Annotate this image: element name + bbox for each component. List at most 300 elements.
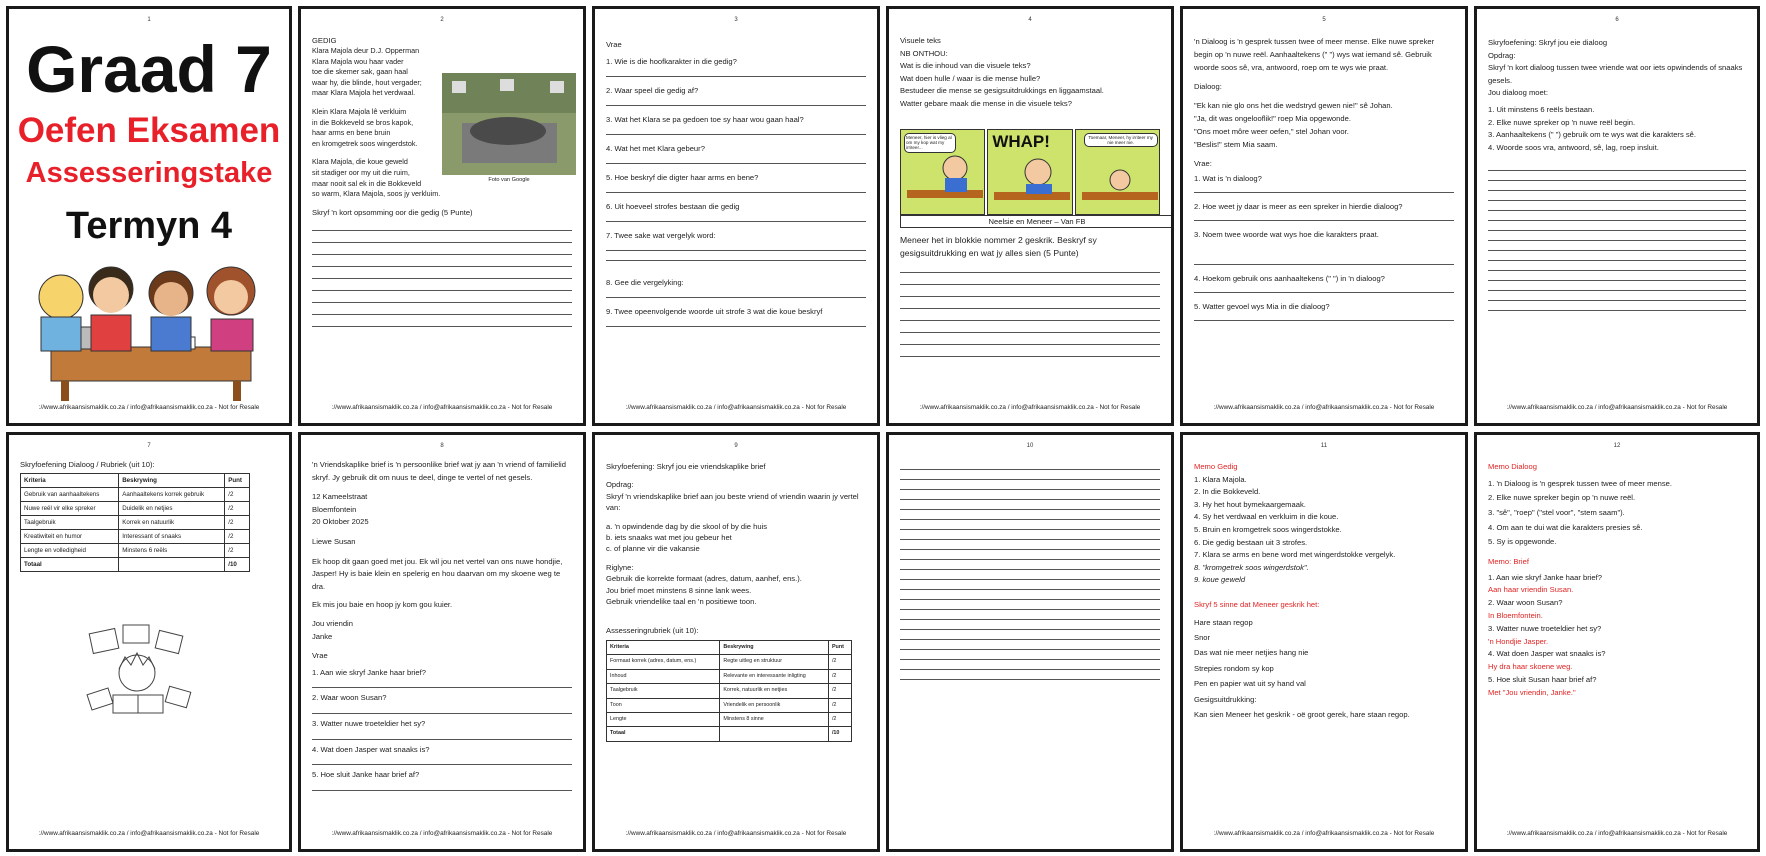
answer-line[interactable] (900, 619, 1160, 620)
table-row (21, 516, 250, 530)
answer-line[interactable] (1488, 230, 1746, 231)
dialogue-line: "Ja, dit was ongelooflik!" roep Mia opgewonde. (1194, 114, 1351, 123)
page-number: 2 (440, 17, 444, 23)
memo-sentence: Kan sien Meneer het geskrik - oë groot gerek, hare staan regop. (1194, 709, 1410, 719)
answer-line[interactable] (1488, 210, 1746, 211)
answer-line[interactable] (1488, 240, 1746, 241)
whap-text: WHAP! (992, 131, 1050, 151)
answer-line[interactable] (900, 669, 1160, 670)
answer-line[interactable] (900, 559, 1160, 560)
table-cell: /2 (225, 516, 250, 530)
comic-panel-3 (1075, 129, 1160, 215)
task-item: b. iets snaaks wat met jou gebeur het (606, 533, 732, 543)
guidelines-label: Riglyne: (606, 562, 634, 572)
page-4 (886, 6, 1174, 426)
table-cell: Totaal (21, 558, 119, 572)
answer-line[interactable] (1488, 300, 1746, 301)
memo-title: Memo Gedig (1194, 462, 1238, 471)
address-line: 20 Oktober 2025 (312, 517, 369, 527)
reading-boy-illustration (85, 621, 195, 725)
guideline-item: Jou brief moet minstens 8 sinne lank wees. (606, 585, 752, 595)
questions-heading: Vrae: (1194, 159, 1212, 168)
table-cell: /2 (225, 502, 250, 516)
answer-line[interactable] (606, 250, 866, 251)
answer-line[interactable] (900, 320, 1160, 321)
answer-line[interactable] (900, 332, 1160, 333)
address-line: 12 Kameelstraat (312, 492, 368, 502)
answer-line[interactable] (1488, 250, 1746, 251)
table-row (607, 684, 852, 698)
summary-task: Skryf 'n kort opsomming oor die gedig (5 Punte) (312, 207, 473, 217)
question: 1. Wie is die hoofkarakter in die gedig? (606, 57, 737, 66)
question: 8. Gee die vergelyking: (606, 278, 684, 287)
comic-panel-1 (900, 129, 985, 215)
page-number: 9 (734, 443, 738, 449)
dialogue-intro: 'n Dialoog is 'n gesprek tussen twee of meer mense. Elke nuwe spreker begin op 'n nuwe reël. Aanhaaltekens (" ") wys wat iemand sê. Gebruik woorde soos sê, vra, antwoord, roep om te wys wie praat. (1194, 37, 1435, 72)
answer-line[interactable] (900, 509, 1160, 510)
answer-line[interactable] (900, 569, 1160, 570)
answer-line[interactable] (606, 76, 866, 77)
answer-line[interactable] (312, 278, 572, 279)
question: 2. Hoe weet jy daar is meer as een spreker in hierdie dialoog? (1194, 202, 1403, 211)
answer-line[interactable] (606, 192, 866, 193)
table-row (21, 488, 250, 502)
page-7 (6, 432, 292, 852)
answer-line[interactable] (900, 499, 1160, 500)
cover-title: Graad 7 (26, 32, 272, 106)
poem-line: Klein Klara Majola lê verkluim (312, 106, 407, 116)
memo-answer: 6. Die gedig bestaan uit 3 strofes. (1194, 537, 1308, 547)
page-6 (1474, 6, 1760, 426)
table-row (607, 669, 852, 683)
requirement-item: 1. Uit minstens 6 reëls bestaan. (1488, 104, 1595, 114)
task-label: Opdrag: (606, 480, 634, 490)
cover-subtitle: Oefen Eksamen (17, 111, 281, 150)
answer-line[interactable] (900, 308, 1160, 309)
page-number: 11 (1320, 443, 1328, 449)
requirement-item: 4. Woorde soos vra, antwoord, sê, lag, roep insluit. (1488, 142, 1659, 152)
rubric-title: Skryfoefening Dialoog / Rubriek (uit 10): (20, 460, 155, 469)
answer-line[interactable] (900, 679, 1160, 680)
table-cell: Minstens 6 reëls (119, 544, 225, 558)
table-cell: /2 (828, 655, 851, 669)
table-cell: Nuwe reël vir elke spreker (21, 502, 119, 516)
answer-line[interactable] (312, 687, 572, 688)
table-row (21, 530, 250, 544)
question: 3. Watter nuwe troeteldier het sy? (312, 718, 426, 728)
table-row (21, 502, 250, 516)
poem-line: maar Klara Majola het verdwaal. (312, 88, 416, 98)
memo-answer: 5. Sy is opgewonde. (1488, 537, 1557, 547)
answer-line[interactable] (606, 326, 866, 327)
address-line: Bloemfontein (312, 504, 357, 514)
answer-line[interactable] (312, 290, 572, 291)
closing-line: Janke (312, 631, 333, 641)
memo-sentence: Gesigsuitdrukking: (1194, 694, 1257, 704)
table-row (607, 727, 852, 741)
memo-answer: 2. In die Bokkeveld. (1194, 487, 1261, 497)
poem-line: en kromgetrek soos wingerdstok. (312, 138, 418, 148)
answer-line[interactable] (900, 639, 1160, 640)
guideline-item: Gebruik vriendelike taal en 'n positiewe toon. (606, 597, 757, 607)
letter-body (312, 556, 572, 612)
answer-line[interactable] (900, 599, 1160, 600)
page-12 (1474, 432, 1760, 852)
table-row (607, 712, 852, 726)
table-cell: Taalgebruik (21, 516, 119, 530)
body-paragraph: Ek mis jou baie en hoop jy kom gou kuier. (312, 600, 453, 610)
memo-answer: 1. Klara Majola. (1194, 474, 1247, 484)
table-row (21, 558, 250, 572)
question: 4. Wat het met Klara gebeur? (606, 144, 705, 153)
answer-line[interactable] (900, 529, 1160, 530)
memo-answer: 3. "sê", "roep" ("stel voor", "stem saam"). (1488, 507, 1625, 517)
page-footer: ://www.afrikaansismaklik.co.za / info@afrikaansismaklik.co.za - Not for Resale (1506, 830, 1728, 837)
poem-line: sit stadiger oor my uit die ruim, (312, 167, 410, 177)
table-header: Beskrywing (720, 640, 829, 654)
table-cell: Interessant of snaaks (119, 530, 225, 544)
task-item: c. of planne vir die vakansie (606, 544, 700, 554)
table-cell: /2 (828, 712, 851, 726)
page-footer: ://www.afrikaansismaklik.co.za / info@afrikaansismaklik.co.za - Not for Resale (1213, 830, 1435, 837)
dialogue-line: "Ons moet môre weer oefen," stel Johan voor. (1194, 127, 1349, 136)
answer-line[interactable] (900, 649, 1160, 650)
intro-line: Watter gebare maak die mense in die visuele teks? (900, 98, 1072, 108)
answer-line[interactable] (1194, 292, 1454, 293)
page-footer: ://www.afrikaansismaklik.co.za / info@afrikaansismaklik.co.za - Not for Resale (331, 404, 553, 411)
answer-line[interactable] (312, 713, 572, 714)
memo-answer: 3. Hy het hout bymekaargemaak. (1194, 499, 1306, 509)
table-cell: Toon (607, 698, 720, 712)
page-2 (298, 6, 586, 426)
answer-line[interactable] (312, 230, 572, 231)
answer-line[interactable] (900, 356, 1160, 357)
requirement-item: 3. Aanhaaltekens (" ") gebruik om te wys wat die karakters sê. (1488, 130, 1696, 140)
photo-caption: Foto van Google (488, 177, 530, 183)
task-text: Skryf 'n kort dialoog tussen twee vriende wat oor iets opwindends of snaaks gesels. (1488, 63, 1743, 85)
page-10 (886, 432, 1174, 852)
answer-line[interactable] (312, 739, 572, 740)
table-row (607, 655, 852, 669)
poem-line: waar hy, die blinde, hout vergader; (312, 77, 422, 87)
table-cell: Duidelik en netjies (119, 502, 225, 516)
answer-line[interactable] (1488, 220, 1746, 221)
page-footer: ://www.afrikaansismaklik.co.za / info@afrikaansismaklik.co.za - Not for Resale (1213, 404, 1435, 411)
letter-greeting: Liewe Susan (312, 536, 356, 546)
answer-line[interactable] (606, 105, 866, 106)
question: 2. Waar speel die gedig af? (606, 86, 699, 95)
answer-line[interactable] (900, 519, 1160, 520)
page-footer: ://www.afrikaansismaklik.co.za / info@afrikaansismaklik.co.za - Not for Resale (38, 404, 260, 411)
memo-sentence: Pen en papier wat uit sy hand val (1194, 679, 1306, 689)
memo-question: 2. Waar woon Susan? (1488, 598, 1563, 608)
answer-line[interactable] (900, 589, 1160, 590)
dialogue-label: Dialoog: (1194, 82, 1222, 91)
answer-line[interactable] (606, 163, 866, 164)
answer-line[interactable] (900, 659, 1160, 660)
dialogue-line: "Beslis!" stem Mia saam. (1194, 140, 1278, 149)
intro-line: NB ONTHOU: (900, 48, 948, 58)
answer-line[interactable] (1488, 180, 1746, 181)
page-footer: ://www.afrikaansismaklik.co.za / info@afrikaansismaklik.co.za - Not for Resale (919, 404, 1141, 411)
speech-bubble: Meneer, hier is vlieg al om my kop wat my irriteer... (904, 133, 956, 153)
page-number: 4 (1028, 17, 1032, 23)
table-cell: Totaal (607, 727, 720, 741)
table-cell: Lengte (607, 712, 720, 726)
memo-answer: 'n Hondjie Jasper. (1488, 636, 1549, 646)
poem-line: in die Bokkeveld se bros kapok, (312, 117, 414, 127)
poem-line: Klara Majola, die koue geweld (312, 157, 408, 167)
table-header: Kriteria (21, 474, 119, 488)
page-5 (1180, 6, 1468, 426)
question: 1. Aan wie skryf Janke haar brief? (312, 667, 426, 677)
answer-line[interactable] (312, 254, 572, 255)
answer-line[interactable] (900, 549, 1160, 550)
page-3 (592, 6, 880, 426)
memo-answer: Hy dra haar skoene weg. (1488, 662, 1573, 672)
poem-heading: GEDIG (312, 36, 337, 45)
answer-line[interactable] (900, 344, 1160, 345)
answer-line[interactable] (900, 539, 1160, 540)
answer-line[interactable] (1488, 190, 1746, 191)
answer-line[interactable] (312, 242, 572, 243)
answer-line[interactable] (1488, 270, 1746, 271)
table-cell: /2 (225, 530, 250, 544)
comic-task: Meneer het in blokkie nommer 2 geskrik. Beskryf sy gesigsuitdrukking en wat jy alles sien (5 Punte) (900, 234, 1097, 258)
answer-line[interactable] (1488, 260, 1746, 261)
answer-line[interactable] (606, 134, 866, 135)
answer-line[interactable] (900, 629, 1160, 630)
page-number: 5 (1322, 17, 1326, 23)
memo-sentence: Strepies rondom sy kop (1194, 663, 1274, 673)
table-header: Kriteria (607, 640, 720, 654)
answer-line[interactable] (1194, 220, 1454, 221)
page-footer: ://www.afrikaansismaklik.co.za / info@afrikaansismaklik.co.za - Not for Resale (625, 830, 847, 837)
boy-drawing (1076, 130, 1164, 214)
question: 6. Uit hoeveel strofes bestaan die gedig (606, 202, 740, 211)
poem-text (312, 46, 462, 200)
table-cell: /2 (225, 544, 250, 558)
memo-answer: 9. koue geweld (1194, 575, 1246, 585)
questions-heading: Vrae (606, 40, 622, 49)
question: 2. Waar woon Susan? (312, 693, 387, 703)
memo-answer: 7. Klara se arms en bene word met wingerdstokke vergelyk. (1194, 550, 1396, 560)
poem-line: Klara Majola deur D.J. Opperman (312, 46, 420, 55)
table-cell: Aanhaaltekens korrek gebruik (119, 488, 225, 502)
questions-heading: Vrae (312, 651, 328, 661)
page-footer: ://www.afrikaansismaklik.co.za / info@afrikaansismaklik.co.za - Not for Resale (38, 830, 260, 837)
task-item: a. 'n opwindende dag by die skool of by die huis (606, 521, 768, 531)
page-number: 3 (734, 17, 738, 23)
memo-subtitle: Memo: Brief (1488, 556, 1529, 566)
poem-line: toe die skemer sak, gaan haal (312, 67, 408, 77)
answer-line[interactable] (900, 284, 1160, 285)
requirements-label: Jou dialoog moet: (1488, 88, 1548, 98)
page-9 (592, 432, 880, 852)
answer-line[interactable] (900, 609, 1160, 610)
table-cell (119, 558, 225, 572)
answer-line[interactable] (1194, 192, 1454, 193)
question: 4. Hoekom gebruik ons aanhaaltekens (" ") in 'n dialoog? (1194, 274, 1385, 283)
dialogue-text (1194, 99, 1454, 151)
comic-caption: Neelsie en Meneer – Van FB (900, 215, 1174, 228)
page-1 (6, 6, 292, 426)
exercise-title: Skryfoefening: Skryf jou eie dialoog (1488, 38, 1608, 47)
answer-line[interactable] (900, 272, 1160, 273)
task-text: Skryf 'n vriendskaplike brief aan jou beste vriend of vriendin waarin jy vertel van: (606, 491, 859, 513)
page-11 (1180, 432, 1468, 852)
question: 7. Twee sake wat vergelyk word: (606, 231, 716, 240)
table-cell: /2 (828, 698, 851, 712)
answer-line[interactable] (1194, 264, 1454, 265)
comic-panel-2 (987, 129, 1072, 215)
answer-line[interactable] (606, 260, 866, 261)
memo-answer: 4. Sy het verdwaal en verkluim in die koue. (1194, 512, 1339, 522)
table-cell: /10 (225, 558, 250, 572)
cover-subtitle-2: Assesseringstake (25, 157, 273, 189)
rubric-title: Assesseringrubriek (uit 10): (606, 626, 699, 636)
poem-line: so warm, Klara Majola, soos jy verkluim. (312, 189, 441, 199)
question: 4. Wat doen Jasper wat snaaks is? (312, 744, 430, 754)
table-cell: Lengte en volledigheid (21, 544, 119, 558)
answer-line[interactable] (900, 296, 1160, 297)
memo-sentence: Snor (1194, 632, 1211, 642)
table-cell: Kreatiwiteit en humor (21, 530, 119, 544)
table-cell: Vriendelik en persoonlik (720, 698, 829, 712)
children-illustration (21, 257, 283, 402)
answer-line[interactable] (900, 489, 1160, 490)
answer-line[interactable] (1488, 200, 1746, 201)
question: 3. Noem twee woorde wat wys hoe die karakters praat. (1194, 230, 1379, 239)
memo-answer: 8. "kromgetrek soos wingerdstok". (1194, 562, 1309, 572)
table-cell: Relevante en interessante inligting (720, 669, 829, 683)
guideline-item: Gebruik die korrekte formaat (adres, datum, aanhef, ens.). (606, 574, 802, 584)
answer-line[interactable] (312, 314, 572, 315)
table-row (607, 698, 852, 712)
answer-line[interactable] (900, 479, 1160, 480)
comic-strip (900, 129, 1160, 215)
question: 1. Wat is 'n dialoog? (1194, 174, 1262, 183)
page-number: 8 (440, 443, 444, 449)
requirement-item: 2. Elke nuwe spreker op 'n nuwe reël begin. (1488, 117, 1636, 127)
letter-intro: 'n Vriendskaplike brief is 'n persoonlike brief wat jy aan 'n vriend of familielid skryf. Jy gebruik dit om nuus te deel, dinge te vertel of net gesels. (312, 460, 566, 482)
memo-answer: 1. 'n Dialoog is 'n gesprek tussen twee of meer mense. (1488, 478, 1672, 488)
answer-line[interactable] (606, 221, 866, 222)
table-cell: Formaat korrek (adres, datum, ens.) (607, 655, 720, 669)
page-footer: ://www.afrikaansismaklik.co.za / info@afrikaansismaklik.co.za - Not for Resale (1506, 404, 1728, 411)
answer-line[interactable] (312, 266, 572, 267)
letter-address (312, 491, 572, 529)
answer-line[interactable] (900, 579, 1160, 580)
letter-closing (312, 618, 572, 643)
memo-answer: 2. Elke nuwe spreker begin op 'n nuwe reël. (1488, 493, 1636, 503)
poem-line: haar arms en bene bruin (312, 128, 391, 138)
memo-sentence: Hare staan regop (1194, 617, 1253, 627)
question: 5. Watter gevoel wys Mia in die dialoog? (1194, 302, 1330, 311)
table-cell: /2 (828, 684, 851, 698)
poem-line: Klara Majola wou haar vader (312, 56, 404, 66)
answer-line[interactable] (312, 326, 572, 327)
answer-line[interactable] (1488, 290, 1746, 291)
page-number: 7 (147, 443, 151, 449)
table-header: Beskrywing (119, 474, 225, 488)
answer-line[interactable] (1488, 280, 1746, 281)
question: 5. Hoe beskryf die digter haar arms en bene? (606, 173, 759, 182)
rubric-table (20, 473, 250, 572)
question: 3. Wat het Klara se pa gedoen toe sy haar wou gaan haal? (606, 115, 804, 124)
question: 5. Hoe sluit Janke haar brief af? (312, 770, 420, 780)
page-number: 12 (1613, 443, 1621, 449)
memo-answer: Aan haar vriendin Susan. (1488, 585, 1574, 595)
closing-line: Jou vriendin (312, 618, 353, 628)
answer-line[interactable] (312, 302, 572, 303)
page-footer: ://www.afrikaansismaklik.co.za / info@afrikaansismaklik.co.za - Not for Resale (625, 404, 847, 411)
page-8 (298, 432, 586, 852)
table-cell: Inhoud (607, 669, 720, 683)
table-row (21, 544, 250, 558)
page-number: 1 (147, 17, 151, 23)
poem-line (312, 99, 462, 107)
answer-line[interactable] (312, 790, 572, 791)
statue-photo (442, 73, 576, 175)
dialogue-line: "Ek kan nie glo ons het die wedstryd gewen nie!" sê Johan. (1194, 101, 1393, 110)
table-cell: Korrek en natuurlik (119, 516, 225, 530)
answer-line[interactable] (1488, 170, 1746, 171)
memo-title: Memo Dialoog (1488, 462, 1537, 471)
memo-subtitle: Skryf 5 sinne dat Meneer geskrik het: (1194, 599, 1320, 609)
rubric-table (606, 640, 852, 742)
memo-question: 3. Watter nuwe troeteldier het sy? (1488, 623, 1602, 633)
visual-text-intro (900, 35, 1160, 111)
page-number: 6 (1615, 17, 1619, 23)
page-number: 10 (1026, 443, 1034, 449)
table-cell: Gebruik van aanhaaltekens (21, 488, 119, 502)
intro-line: Wat is die inhoud van die visuele teks? (900, 61, 1031, 71)
memo-answer: 4. Om aan te dui wat die karakters presies sê. (1488, 522, 1643, 532)
answer-line[interactable] (900, 469, 1160, 470)
answer-line[interactable] (606, 297, 866, 298)
table-cell: Regte uitleg en struktuur (720, 655, 829, 669)
spacer (606, 269, 866, 277)
poem-line (312, 149, 462, 157)
table-header: Punt (828, 640, 851, 654)
startled-teacher-drawing (988, 130, 1076, 214)
poem-line: maar nooit sal ek in die Bokkeveld (312, 178, 422, 188)
table-header: Punt (225, 474, 250, 488)
memo-answer: In Bloemfontein. (1488, 610, 1543, 620)
memo-question: 4. Wat doen Jasper wat snaaks is? (1488, 649, 1606, 659)
teacher-drawing (901, 130, 989, 214)
table-cell: /2 (225, 488, 250, 502)
cover-term: Termyn 4 (65, 205, 233, 247)
table-cell: Korrek, natuurlik en netjies (720, 684, 829, 698)
memo-question: 5. Hoe sluit Susan haar brief af? (1488, 674, 1597, 684)
intro-line: Wat doen hulle / waar is die mense hulle? (900, 73, 1041, 83)
answer-line[interactable] (1488, 310, 1746, 311)
intro-line: Visuele teks (900, 36, 941, 45)
question: 9. Twee opeenvolgende woorde uit strofe 3 wat die koue beskryf (606, 307, 823, 316)
table-cell (720, 727, 829, 741)
table-cell: Minstens 8 sinne (720, 712, 829, 726)
exercise-title: Skryfoefening: Skryf jou eie vriendskaplike brief (606, 462, 766, 471)
table-cell: Taalgebruik (607, 684, 720, 698)
speech-bubble: Toemaar, Meneer, hy irriteer my nie meer nie. (1084, 133, 1158, 148)
table-cell: /10 (828, 727, 851, 741)
task-label: Opdrag: (1488, 50, 1516, 60)
answer-line[interactable] (1194, 320, 1454, 321)
memo-answer: 5. Bruin en kromgetrek soos wingerdstokke. (1194, 524, 1342, 534)
answer-line[interactable] (312, 764, 572, 765)
